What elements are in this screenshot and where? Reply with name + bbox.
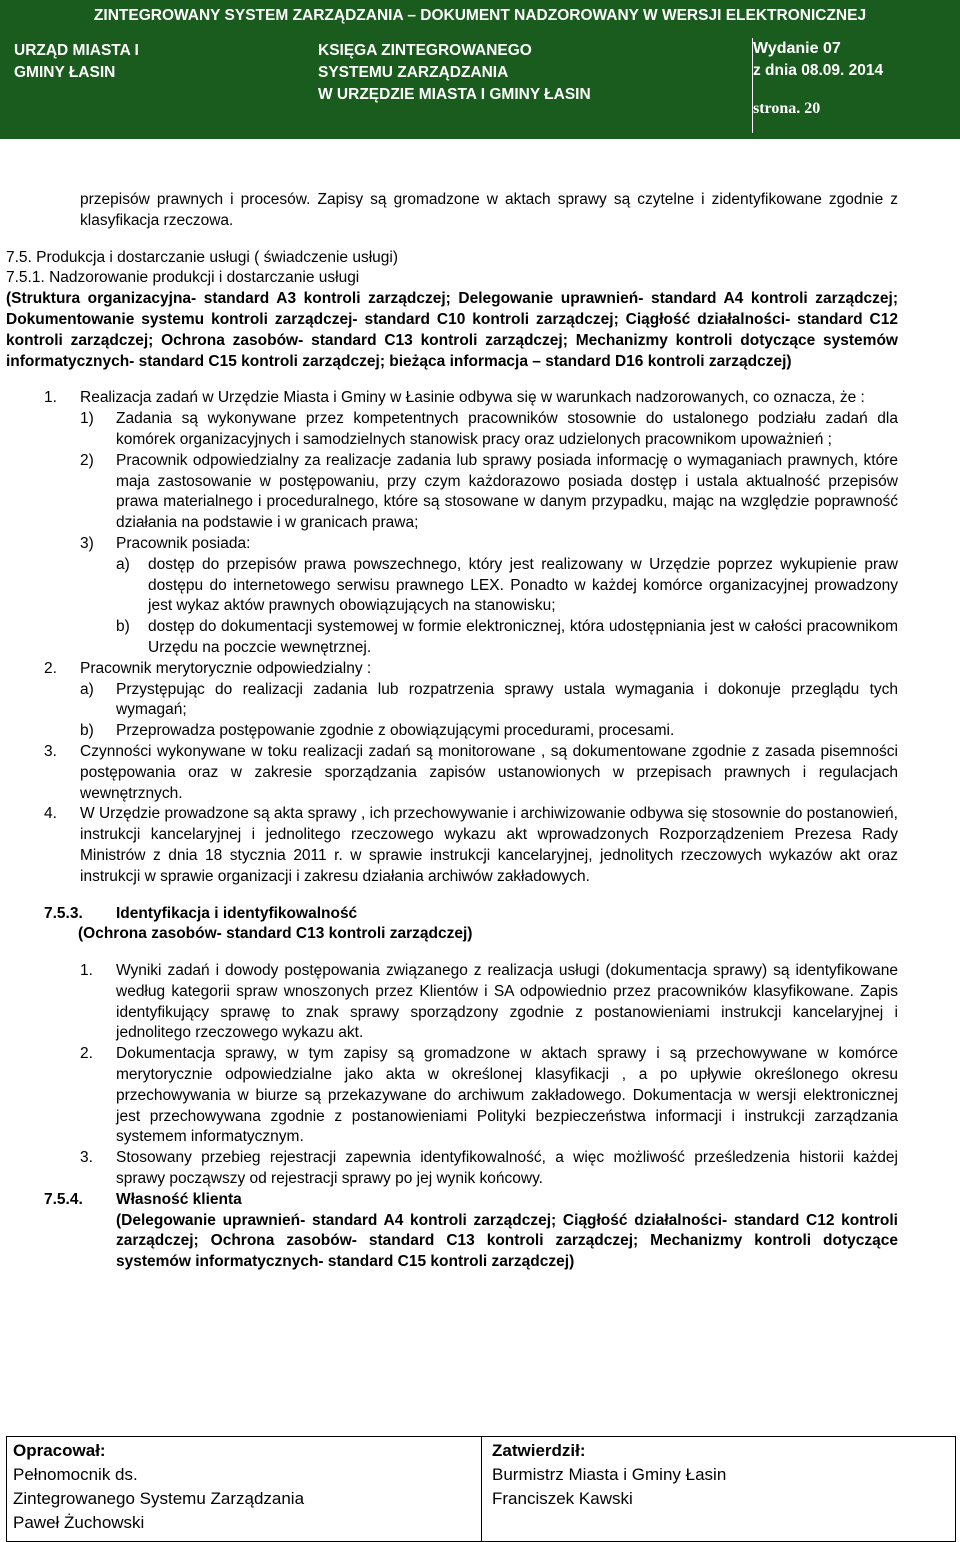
list-item <box>6 534 898 555</box>
section-title: Identyfikacja i identyfikowalność <box>116 904 358 922</box>
book-title-line: KSIĘGA ZINTEGROWANEGO <box>318 42 532 59</box>
document-body <box>6 190 898 1273</box>
list-number: a) <box>116 555 130 573</box>
list-text: Wyniki zadań i dowody postępowania związanego z realizacja usługi (dokumentacja sprawy) są identyfikowane według kategorii spraw wnoszonych przez Klientów i SA odpowiednio przez pracowników klasyfikowane. Zapis identyfikujący sprawę to znak sprawy sporządzony zgodnie z postanowieniami instrukcji kancelaryjnej i jednolitego rzeczowego wykazu akt. <box>116 962 898 1042</box>
section-number: 7.5.3. <box>44 904 83 922</box>
prepared-by-line: Pełnomocnik ds. <box>13 1465 138 1484</box>
list-text: W Urzędzie prowadzone są akta sprawy , ich przechowywanie i archiwizowanie odbywa się stosownie do postanowień, instrukcji kancelaryjnej i jednolitego rzeczowego wykazu akt wprowadzonych Rozporządzeniem Prezesa Rady Ministrów z dnia 18 stycznia 2011 r. w sprawie instrukcji kancelaryjnej, jednolitych rzeczowych wykazów akt oraz instrukcji w sprawie organizacji i zakresu działania archiwów zakładowych. <box>80 805 898 885</box>
list-number: 1. <box>44 389 57 407</box>
list-number: 2. <box>80 1045 93 1063</box>
office-line: URZĄD MIASTA I <box>14 42 139 59</box>
section-title: Własność klienta <box>116 1190 242 1208</box>
list-item <box>6 659 898 680</box>
list-item <box>6 451 898 534</box>
approved-by-line: Burmistrz Miasta i Gminy Łasin <box>492 1465 727 1484</box>
list-text: Czynności wykonywane w toku realizacji zadań są monitorowane , są dokumentowane zgodnie z zasada pisemności postępowania oraz w zakresie sporządzania zapisów ustanowionych w przepisach prawnych i regulacjach wewnętrznych. <box>80 742 898 802</box>
list-number: 3. <box>44 742 57 760</box>
office-line: GMINY ŁASIN <box>14 64 116 81</box>
list-item <box>6 1148 898 1190</box>
approval-footer <box>6 1436 956 1542</box>
list-text: Zadania są wykonywane przez kompetentnych pracowników stosownie do ustalonego podziału zadań dla komórek organizacyjnych i samodzielnych stanowisk pracy oraz udzielonych pracownikom upoważnień ; <box>116 410 898 448</box>
section-number: 7.5.4. <box>44 1190 83 1208</box>
approved-by-line: Franciszek Kawski <box>492 1489 633 1508</box>
office-name <box>14 40 284 84</box>
section-heading: 7.5. Produkcja i dostarczanie usługi ( świadczenie usługi) <box>6 248 399 266</box>
standards-reference: (Delegowanie uprawnień- standard A4 kontroli zarządczej; Ciągłość działalności- standard C12 kontroli zarządczej; Ochrona zasobów- standard C13 kontroli zarządczej; Mechanizmy kontroli dotyczące systemów informatycznych- standard C15 kontroli zarządczej) <box>116 1211 898 1271</box>
list-number: 2) <box>80 451 94 469</box>
list-item <box>6 742 898 804</box>
list-text: Pracownik merytorycznie odpowiedzialny : <box>80 659 372 677</box>
document-banner: ZINTEGROWANY SYSTEM ZARZĄDZANIA – DOKUMENT NADZOROWANY W WERSJI ELEKTRONICZNEJ <box>0 0 960 34</box>
list-item <box>6 961 898 1044</box>
document-header <box>0 34 960 139</box>
list-number: 3. <box>80 1149 93 1167</box>
edition-info <box>752 38 953 133</box>
list-text: Przeprowadza postępowanie zgodnie z obowiązującymi procedurami, procesami. <box>116 722 675 740</box>
approved-by-label: Zatwierdził: <box>492 1441 586 1460</box>
list-number: 3) <box>80 534 94 552</box>
book-title-line: SYSTEMU ZARZĄDZANIA <box>318 64 509 81</box>
standards-reference: (Ochrona zasobów- standard C13 kontroli zarządczej) <box>78 925 473 943</box>
page-number: strona. 20 <box>753 100 821 117</box>
subsection-heading <box>6 1190 898 1211</box>
list-number: 1. <box>80 962 93 980</box>
list-text: Pracownik odpowiedzialny za realizacje zadania lub sprawy posiada informację o wymaganiach prawnych, które maja zastosowanie w postępowaniu, przy czym każdorazowo posiada dostęp i ustala aktualność przepisów prawa materialnego i proceduralnego, które są stosowane w danym przypadku, mając na względzie poprawność działania na podstawie i w granicach prawa; <box>116 451 898 532</box>
list-text: Przystępując do realizacji zadania lub rozpatrzenia sprawy ustala wymagania i dokonuje przeglądu tych wymagań; <box>116 680 898 719</box>
prepared-by <box>7 1437 482 1541</box>
list-number: b) <box>80 722 94 740</box>
list-item <box>6 1044 898 1148</box>
subsection-heading: 7.5.1. Nadzorowanie produkcji i dostarczanie usługi <box>6 269 360 287</box>
prepared-by-line: Paweł Żuchowski <box>13 1513 145 1532</box>
prepared-by-line: Zintegrowanego Systemu Zarządzania <box>13 1489 305 1508</box>
list-number: b) <box>116 618 130 636</box>
book-title <box>318 40 738 106</box>
approved-by <box>482 1437 955 1541</box>
list-text: Dokumentacja sprawy, w tym zapisy są gromadzone w aktach sprawy i są przechowywane w komórce merytorycznie odpowiedzialne jako akta w określonej klasyfikacji , a po upływie określonego okresu przechowywania w biurze są przekazywane do archiwum zakładowego. Dokumentacja w wersji elektronicznej jest przechowywana zgodnie z postanowieniami Polityki bezpieczeństwa informacji i instrukcji zarządzania systemem informatycznym. <box>116 1045 898 1146</box>
list-text: Stosowany przebieg rejestracji zapewnia identyfikowalność, a więc możliwość prześledzenia historii każdej sprawy począwszy od rejestracji sprawy po jej wynik końcowy. <box>116 1149 898 1188</box>
standards-reference: (Struktura organizacyjna- standard A3 kontroli zarządczej; Delegowanie uprawnień- standard A4 kontroli zarządczej; Dokumentowanie systemu kontroli zarządczej- standard C10 kontroli zarządczej; Ciągłość działalności- standard C12 kontroli zarządczej; Ochrona zasobów- standard C13 kontroli zarządczej; Mechanizmy kontroli dotyczące systemów informatycznych- standard C15 kontroli zarządczej; bieżąca informacja – standard D16 kontroli zarządczej) <box>6 290 898 370</box>
list-number: 2. <box>44 659 57 677</box>
list-text: dostęp do przepisów prawa powszechnego, który jest realizowany w Urzędzie poprzez wykupienie praw dostępu do internetowego serwisu prawnego LEX. Ponadto w każdej komórce organizacyjnej prowadzony jest wykaz aktów prawnych obowiązujących na stanowisku; <box>148 555 898 615</box>
list-number: a) <box>80 680 94 698</box>
list-item <box>6 680 898 722</box>
intro-paragraph: przepisów prawnych i procesów. Zapisy są gromadzone w aktach sprawy są czytelne i zidentyfikowane zgodnie z klasyfikacja rzeczowa. <box>80 191 898 229</box>
list-item <box>6 721 898 742</box>
list-item <box>6 555 898 617</box>
list-text: dostęp do dokumentacji systemowej w formie elektronicznej, która udostępniania jest w całości pracownikom Urzędu na poczcie wewnętrznej. <box>148 618 898 656</box>
list-item <box>6 617 898 659</box>
subsection-heading <box>6 904 898 925</box>
list-number: 1) <box>80 410 94 428</box>
list-number: 4. <box>44 805 57 823</box>
list-item <box>6 388 898 409</box>
list-item <box>6 804 898 887</box>
list-text: Pracownik posiada: <box>116 534 251 552</box>
list-item <box>6 409 898 451</box>
prepared-by-label: Opracował: <box>13 1441 106 1460</box>
book-title-line: W URZĘDZIE MIASTA I GMINY ŁASIN <box>318 86 591 103</box>
list-text: Realizacja zadań w Urzędzie Miasta i Gminy w Łasinie odbywa się w warunkach nadzorowanych, co oznacza, że : <box>80 389 865 407</box>
edition-date: z dnia 08.09. 2014 <box>753 62 884 79</box>
edition-number: Wydanie 07 <box>753 40 841 57</box>
